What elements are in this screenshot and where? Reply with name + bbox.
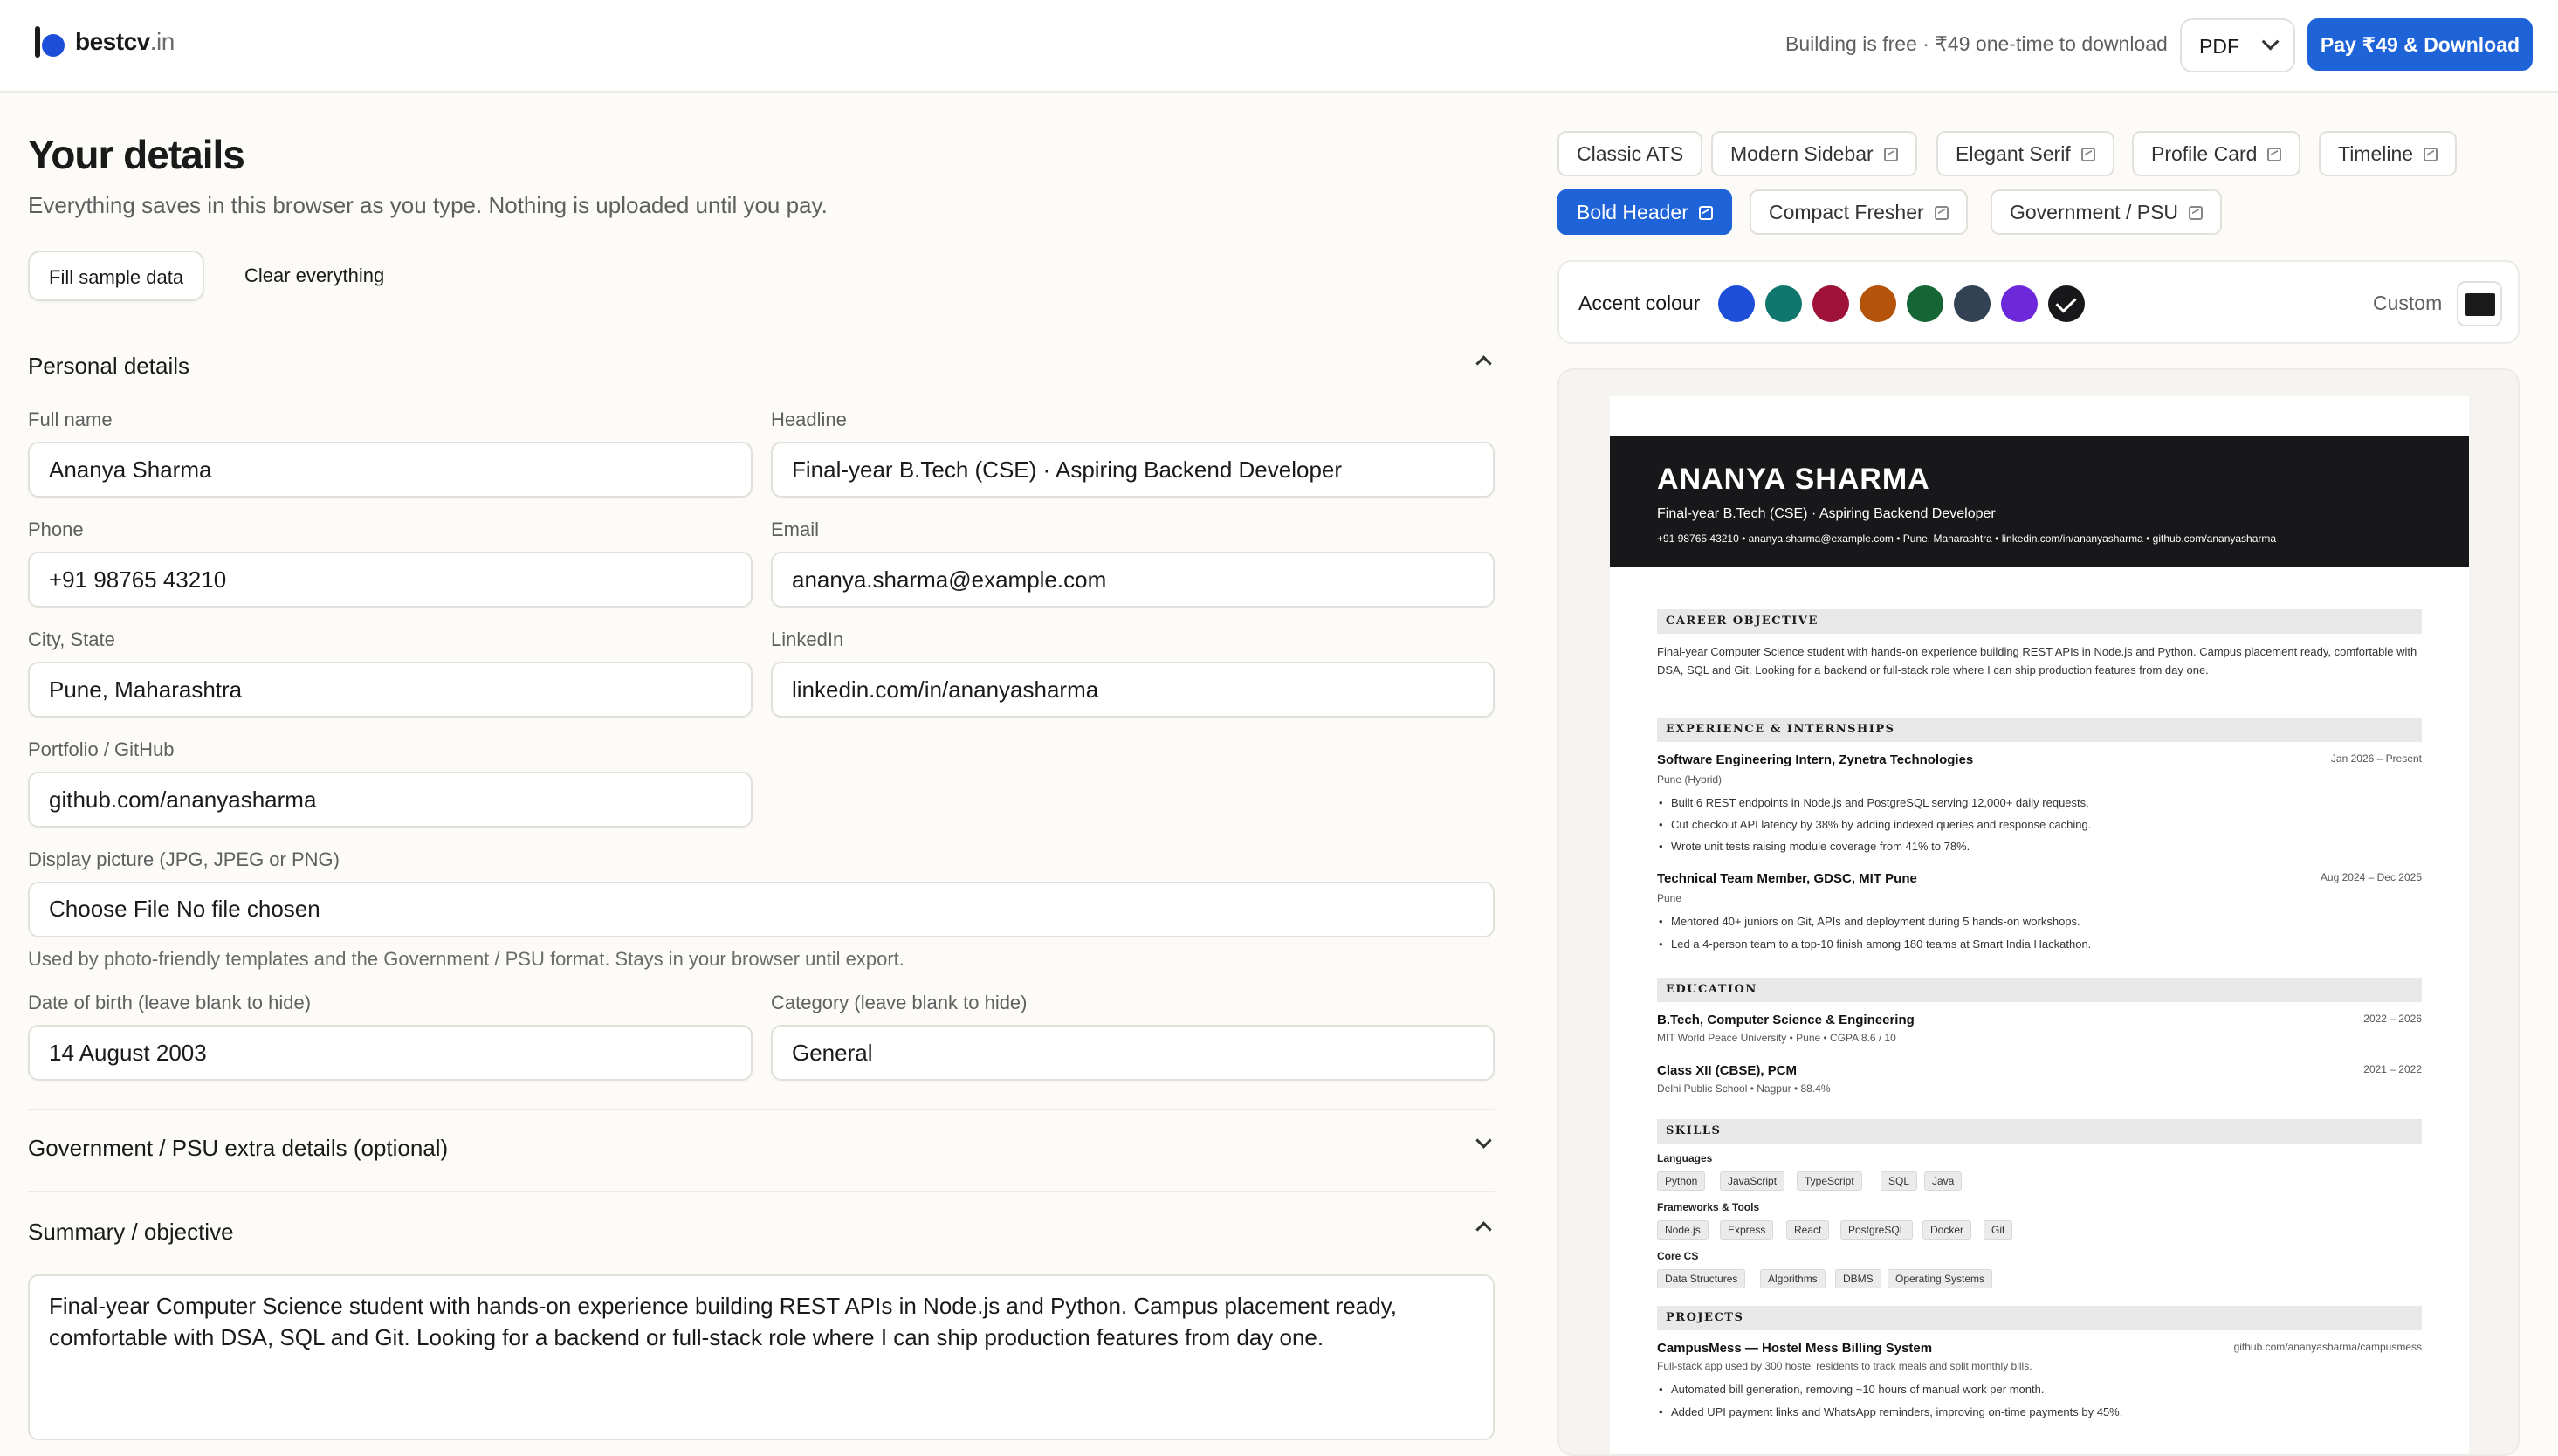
linkedin-input[interactable]: linkedin.com/in/ananyasharma (771, 662, 1495, 718)
resume-skill-category: Core CS (1657, 1250, 1699, 1262)
resume-edu-detail: MIT World Peace University • Pune • CGPA 8.6 / 10 (1657, 1032, 1896, 1044)
chevron-up-icon (1475, 355, 1491, 371)
city-label: City, State (28, 628, 115, 650)
format-select-value: PDF (2199, 35, 2239, 58)
resume-edu-title: Class XII (CBSE), PCM (1657, 1063, 1798, 1078)
section-title: Summary / objective (28, 1219, 234, 1245)
full-name-label: Full name (28, 409, 113, 430)
image-icon (1884, 148, 1898, 161)
resume-bullet: • Wrote unit tests raising module coverage from 41% to 78%. (1671, 840, 1970, 853)
resume-header (1610, 436, 2469, 567)
resume-edu-detail: Delhi Public School • Nagpur • 88.4% (1657, 1082, 1831, 1095)
resume-page (1610, 396, 2469, 1456)
email-label: Email (771, 519, 820, 540)
resume-exp-date: Jan 2026 – Present (2330, 752, 2422, 765)
dob-input[interactable]: 14 August 2003 (28, 1025, 753, 1081)
resume-exp-location: Pune (Hybrid) (1657, 773, 1723, 786)
accent-swatch-blue[interactable] (1718, 285, 1755, 322)
resume-edu-date: 2021 – 2022 (2363, 1063, 2422, 1075)
resume-bullet: • Built 6 REST endpoints in Node.js and PostgreSQL serving 12,000+ daily requests. (1671, 796, 2089, 809)
resume-skill-category: Languages (1657, 1152, 1713, 1164)
resume-name: ANANYA SHARMA (1657, 463, 1930, 496)
template-classic-ats[interactable]: Classic ATS (1557, 131, 1702, 176)
divider (28, 1109, 1495, 1110)
resume-contact: +91 98765 43210 • ananya.sharma@example.com • Pune, Maharashtra • linkedin.com/in/ananyasharma • github.com/ananyasharma (1657, 532, 2277, 545)
clear-everything-button[interactable]: Clear everything (244, 264, 385, 286)
resume-bullet: • Mentored 40+ juniors on Git, APIs and deployment during 5 hands-on workshops. (1671, 915, 2080, 928)
page-title: Your details (28, 132, 244, 177)
custom-colour-label: Custom (2373, 292, 2443, 314)
resume-skill-tag: React (1786, 1220, 1829, 1240)
resume-skill-tag: Express (1720, 1220, 1773, 1240)
headline-label: Headline (771, 409, 847, 430)
resume-project-title: CampusMess — Hostel Mess Billing System (1657, 1341, 1933, 1356)
resume-exp-date: Aug 2024 – Dec 2025 (2320, 871, 2422, 883)
resume-headline: Final-year B.Tech (CSE) · Aspiring Backend Developer (1657, 506, 1996, 521)
resume-bullet: • Added UPI payment links and WhatsApp reminders, improving on-time payments by 45%. (1671, 1405, 2122, 1418)
category-label: Category (leave blank to hide) (771, 992, 1028, 1013)
resume-edu-date: 2022 – 2026 (2363, 1013, 2422, 1025)
template-timeline[interactable]: Timeline (2319, 131, 2457, 176)
resume-skill-tag: Node.js (1657, 1220, 1709, 1240)
resume-skill-tag: Python (1657, 1171, 1705, 1191)
resume-section-projects: PROJECTS (1657, 1306, 2422, 1330)
phone-input[interactable]: +91 98765 43210 (28, 552, 753, 608)
headline-input[interactable]: Final-year B.Tech (CSE) · Aspiring Backend Developer (771, 442, 1495, 498)
accent-swatch-amber[interactable] (1860, 285, 1896, 322)
resume-bullet: • Cut checkout API latency by 38% by adding indexed queries and response caching. (1671, 818, 2091, 831)
phone-label: Phone (28, 519, 84, 540)
picture-helper-text: Used by photo-friendly templates and the Government / PSU format. Stays in your browser until export. (28, 948, 904, 970)
resume-section-education: EDUCATION (1657, 978, 2422, 1002)
portfolio-label: Portfolio / GitHub (28, 738, 175, 760)
resume-skill-tag: Docker (1922, 1220, 1971, 1240)
logo[interactable] (35, 24, 175, 59)
picture-file-input[interactable] (28, 882, 1495, 937)
accent-swatch-violet[interactable] (2001, 285, 2038, 322)
resume-skill-tag: PostgreSQL (1840, 1220, 1913, 1240)
choose-file-button[interactable]: Choose File (49, 896, 170, 922)
template-modern-sidebar[interactable]: Modern Sidebar (1711, 131, 1917, 176)
email-input[interactable]: ananya.sharma@example.com (771, 552, 1495, 608)
summary-header[interactable] (28, 1219, 1495, 1246)
resume-section-objective: CAREER OBJECTIVE (1657, 609, 2422, 634)
resume-skill-tag: Java (1924, 1171, 1962, 1191)
resume-skill-tag: SQL (1881, 1171, 1917, 1191)
resume-exp-role: Technical Team Member, GDSC, MIT Pune (1657, 871, 1917, 886)
accent-swatch-crimson[interactable] (1812, 285, 1849, 322)
accent-swatch-black-selected[interactable] (2048, 285, 2085, 322)
resume-skill-tag: Data Structures (1657, 1269, 1745, 1288)
image-icon (2189, 206, 2203, 220)
resume-skill-category: Frameworks & Tools (1657, 1201, 1760, 1213)
custom-colour-picker[interactable] (2457, 281, 2502, 326)
image-icon (1699, 206, 1713, 220)
image-icon (2424, 148, 2438, 161)
linkedin-label: LinkedIn (771, 628, 844, 650)
resume-skill-tag: Algorithms (1760, 1269, 1826, 1288)
resume-preview (1557, 368, 2520, 1456)
template-government-psu[interactable]: Government / PSU (1991, 189, 2222, 235)
logo-text: bestcv.in (75, 28, 175, 55)
divider (28, 1191, 1495, 1192)
image-icon (2081, 148, 2095, 161)
resume-skill-tag: Operating Systems (1888, 1269, 1992, 1288)
resume-project-link: github.com/ananyasharma/campusmess (2233, 1341, 2422, 1353)
section-title: Government / PSU extra details (optional) (28, 1135, 449, 1161)
resume-skill-tag: TypeScript (1797, 1171, 1862, 1191)
accent-swatch-teal[interactable] (1765, 285, 1802, 322)
chevron-up-icon (1475, 1221, 1491, 1237)
full-name-input[interactable]: Ananya Sharma (28, 442, 753, 498)
fill-sample-button[interactable]: Fill sample data (28, 251, 204, 301)
no-file-text: No file chosen (175, 896, 320, 922)
section-title: Personal details (28, 353, 189, 379)
pricing-note: Building is free · ₹49 one-time to download (1785, 32, 2168, 55)
resume-exp-role: Software Engineering Intern, Zynetra Technologies (1657, 752, 1974, 767)
resume-edu-title: B.Tech, Computer Science & Engineering (1657, 1013, 1915, 1027)
accent-label: Accent colour (1578, 292, 1701, 314)
template-profile-card[interactable]: Profile Card (2132, 131, 2300, 176)
resume-skill-tag: Git (1984, 1220, 2012, 1240)
resume-objective: Final-year Computer Science student with hands-on experience building REST APIs in Node.js and Python. Campus placement ready, comfortable with DSA, SQL and Git. Looking for a backend or full-stack role where I can ship production features from day one. (1657, 645, 2417, 676)
top-bar (0, 0, 2558, 93)
personal-details-header[interactable] (28, 353, 1495, 380)
resume-bullet: • Led a 4-person team to a top-10 finish among 180 teams at Smart India Hackathon. (1671, 937, 2091, 951)
accent-swatch-slate[interactable] (1954, 285, 1991, 322)
summary-textarea[interactable]: Final-year Computer Science student with hands-on experience building REST APIs in Node.js and Python. Campus placement ready, comfortable with DSA, SQL and Git. Looking for a backend or full-stack role where I can ship production features from day one. (28, 1274, 1495, 1440)
resume-project-desc: Full-stack app used by 300 hostel residents to track meals and split monthly bills. (1657, 1360, 2032, 1372)
image-icon (1935, 206, 1949, 220)
category-input[interactable]: General (771, 1025, 1495, 1081)
accent-colour-panel (1557, 260, 2520, 344)
resume-skill-tag: DBMS (1835, 1269, 1881, 1288)
chevron-down-icon (1475, 1132, 1491, 1148)
portfolio-input[interactable]: github.com/ananyasharma (28, 772, 753, 828)
dob-label: Date of birth (leave blank to hide) (28, 992, 312, 1013)
resume-section-skills: SKILLS (1657, 1119, 2422, 1144)
chevron-down-icon (2262, 33, 2280, 51)
pay-download-button[interactable]: Pay ₹49 & Download (2307, 18, 2533, 71)
gov-psu-header[interactable] (28, 1135, 1495, 1162)
resume-skill-tag: JavaScript (1720, 1171, 1784, 1191)
template-bold-header[interactable]: Bold Header (1557, 189, 1732, 235)
resume-exp-location: Pune (1657, 892, 1682, 904)
logo-icon (35, 26, 63, 58)
resume-section-experience: EXPERIENCE & INTERNSHIPS (1657, 718, 2422, 742)
image-icon (2267, 148, 2281, 161)
accent-swatch-green[interactable] (1907, 285, 1943, 322)
template-elegant-serif[interactable]: Elegant Serif (1936, 131, 2114, 176)
template-compact-fresher[interactable]: Compact Fresher (1750, 189, 1968, 235)
page-subtitle: Everything saves in this browser as you type. Nothing is uploaded until you pay. (28, 192, 828, 218)
picture-label: Display picture (JPG, JPEG or PNG) (28, 848, 340, 870)
city-input[interactable]: Pune, Maharashtra (28, 662, 753, 718)
format-select[interactable] (2180, 18, 2295, 72)
resume-bullet: • Automated bill generation, removing ~10 hours of manual work per month. (1671, 1383, 2044, 1396)
